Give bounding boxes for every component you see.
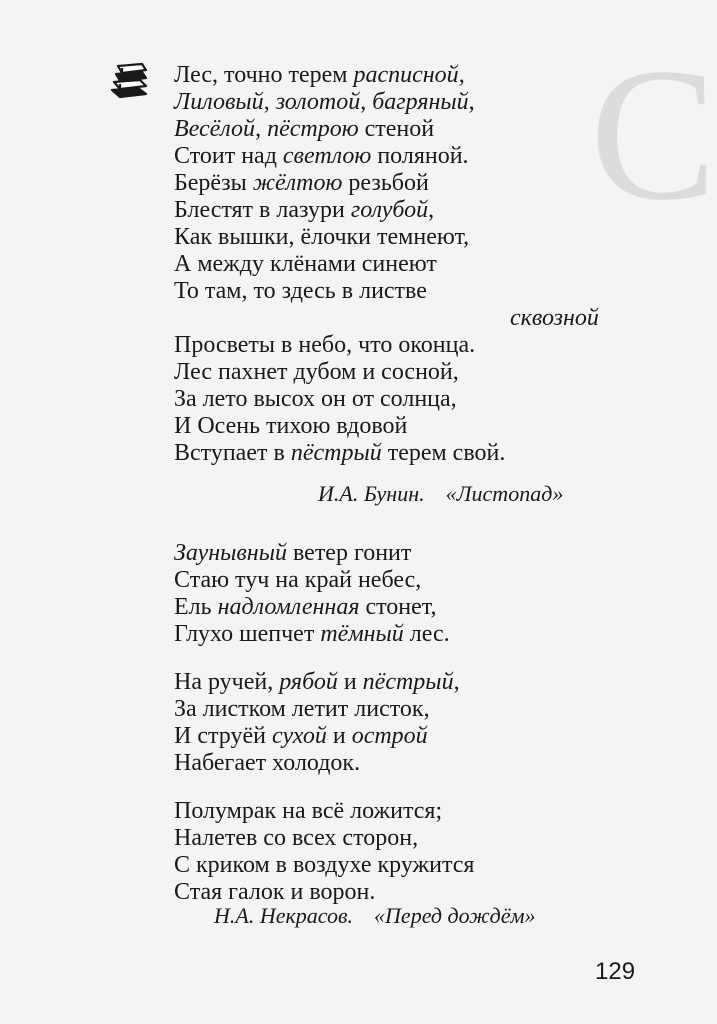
italic-word: жёлтою [252, 170, 343, 196]
poem-line: Стоит над светлою поляной. [174, 143, 469, 169]
poem-line: И струёй сухой и острой [174, 723, 428, 749]
poem-line: Лес, точно терем расписной, [174, 62, 465, 88]
italic-word: пёстрою [267, 116, 359, 142]
poem-line: За лето высох он от солнца, [174, 386, 457, 412]
poem-line: Вступает в пёстрый терем свой. [174, 440, 506, 466]
italic-word: острой [351, 723, 428, 749]
poem-line: Стая галок и ворон. [174, 879, 376, 905]
italic-word: рябой [279, 669, 338, 695]
poem-line: А между клёнами синеют [174, 251, 437, 277]
poem-line: Глухо шепчет тёмный лес. [174, 621, 450, 647]
italic-word: золотой [275, 89, 361, 115]
books-stack-icon [108, 60, 150, 102]
poem-line: Просветы в небо, что оконца. [174, 332, 476, 358]
poem-line: Набегает холодок. [174, 750, 361, 776]
poem-line: За листком летит листок, [174, 696, 430, 722]
page-number: 129 [595, 958, 636, 985]
poem-line [174, 305, 654, 332]
italic-word: сухой [271, 723, 327, 749]
attribution-nekrasov [214, 902, 536, 929]
poem-title: «Перед дождём» [374, 903, 536, 928]
poem-line: Лес пахнет дубом и сосной, [174, 359, 459, 385]
poem-line: С криком в воздухе кружится [174, 852, 475, 878]
poem-line: И Осень тихою вдовой [174, 413, 408, 439]
poem-line: Весёлой, пёстрою стеной [174, 116, 435, 142]
italic-word: сквозной [510, 305, 599, 331]
italic-word: тёмный [320, 621, 404, 647]
poem-line: Налетев со всех сторон, [174, 825, 419, 851]
poem-title: «Листопад» [445, 481, 564, 506]
poem-line: То там, то здесь в листве [174, 278, 427, 304]
stanza-gap [174, 648, 654, 669]
italic-word: Весёлой [174, 116, 256, 142]
author-name: И.А. Бунин. [318, 481, 425, 506]
italic-word: надломленная [217, 594, 360, 620]
italic-word: пёстрый [290, 440, 382, 466]
italic-word: Лиловый [174, 89, 264, 115]
poem-nekrasov [174, 540, 654, 906]
poem-line: Ель надломленная стонет, [174, 594, 437, 620]
poem-line: Лиловый, золотой, багряный, [174, 89, 475, 115]
poem-line: Берёзы жёлтою резьбой [174, 170, 429, 196]
stanza-gap [174, 777, 654, 798]
italic-word: голубой [350, 197, 429, 223]
poem-line: Как вышки, ёлочки темнеют, [174, 224, 470, 250]
poem-bunin [174, 62, 654, 467]
poem-line: Заунывный ветер гонит [174, 540, 412, 566]
author-name: Н.А. Некрасов. [214, 903, 354, 928]
italic-word: багряный [372, 89, 469, 115]
attribution-bunin [318, 480, 563, 507]
poem-line: На ручей, рябой и пёстрый, [174, 669, 460, 695]
poem-line: Блестят в лазури голубой, [174, 197, 435, 223]
poem-line: Стаю туч на край небес, [174, 567, 422, 593]
italic-word: Заунывный [174, 540, 287, 566]
poem-line: Полумрак на всё ложится; [174, 798, 443, 824]
italic-word: расписной [353, 62, 459, 88]
italic-word: пёстрый [362, 669, 454, 695]
italic-word: светлою [282, 143, 372, 169]
bleed-through-letter: С [590, 30, 717, 240]
